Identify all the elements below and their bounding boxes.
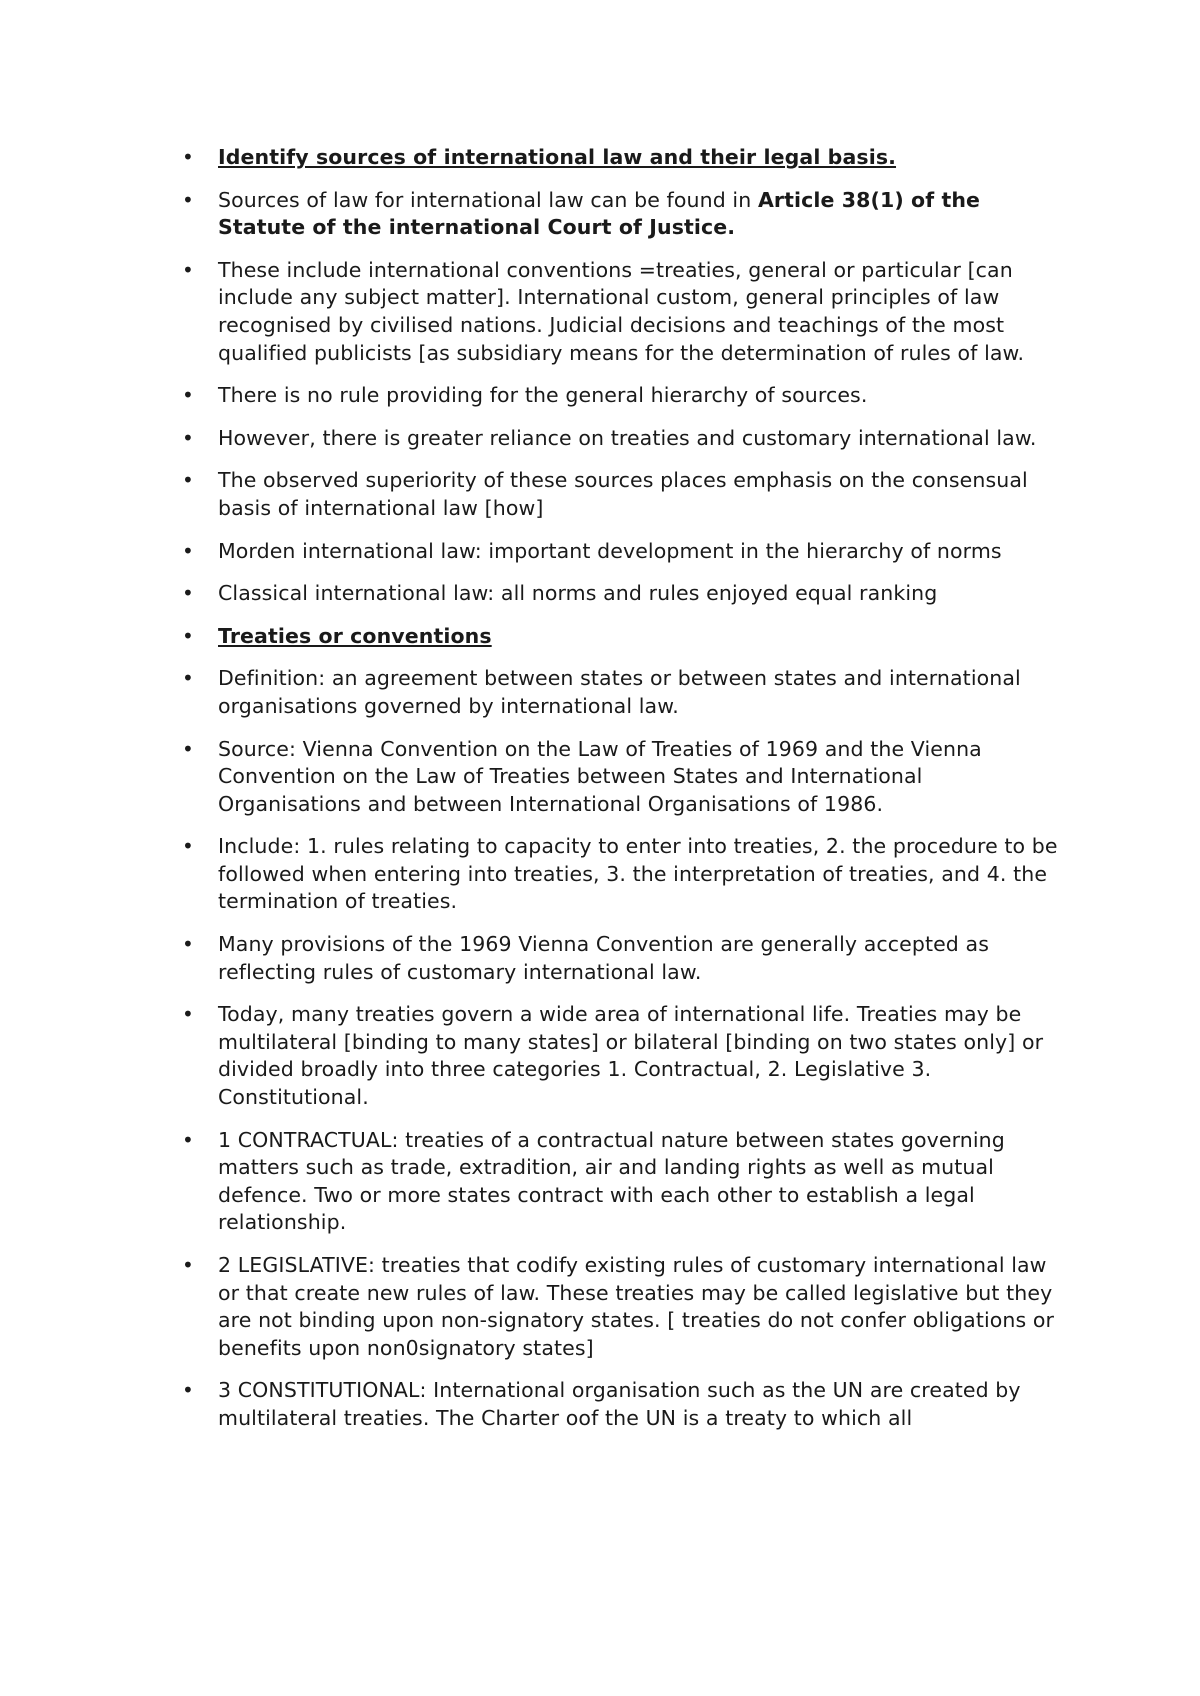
bullet-list [180,144,1060,1448]
list-item [180,665,1060,720]
bullet-icon: • [182,187,194,212]
bullet-icon: • [182,736,194,761]
list-item [180,257,1060,367]
list-item-heading-sources [180,144,1060,172]
bullet-icon: • [182,1378,194,1403]
item-text: Include: 1. rules relating to capacity to enter into treaties, 2. the procedure to be followed when entering into treaties, 3. the interpretation of treaties, and 4. the termination of treaties. [218,834,1058,914]
item-text: Many provisions of the 1969 Vienna Convention are generally accepted as reflecting rules of customary international law. [218,932,989,984]
bullet-icon: • [182,581,194,606]
section-heading: Treaties or conventions [218,623,492,648]
list-item [180,1377,1060,1432]
list-item [180,833,1060,916]
bullet-icon: • [182,425,194,450]
item-text: There is no rule providing for the general hierarchy of sources. [218,383,868,408]
item-text: 3 CONSTITUTIONAL: International organisation such as the UN are created by multilateral treaties. The Charter oof the UN is a treaty to which all [218,1378,1021,1430]
bullet-icon: • [182,834,194,859]
bullet-icon: • [182,538,194,563]
list-item [180,1252,1060,1362]
bullet-icon: • [182,257,194,282]
item-text: Definition: an agreement between states or between states and international organisations governed by international law. [218,666,1021,718]
item-bold-text: Article 38(1) of the Statute of the international Court of Justice. [218,187,981,240]
bullet-icon: • [182,1127,194,1152]
item-text: 1 CONTRACTUAL: treaties of a contractual nature between states governing matters such as trade, extradition, air and landing rights as well as mutual defence. Two or more states contract with each other to establish a legal relationship. [218,1127,1005,1235]
item-text: The observed superiority of these sources places emphasis on the consensual basis of international law [how] [218,468,1028,520]
bullet-icon: • [182,383,194,408]
section-heading: Identify sources of international law and their legal basis. [218,145,897,169]
bullet-icon: • [182,666,194,691]
bullet-icon: • [182,932,194,957]
item-text: Sources of law for international law can be found in [218,187,758,212]
bullet-icon: • [182,1002,194,1027]
list-item [180,1001,1060,1111]
list-item [180,1127,1060,1237]
list-item [180,931,1060,986]
item-text: Classical international law: all norms and rules enjoyed equal ranking [218,581,938,606]
list-item [180,467,1060,522]
bullet-icon: • [182,1253,194,1277]
list-item [180,580,1060,608]
item-text: Morden international law: important development in the hierarchy of norms [218,538,1002,563]
list-item [180,736,1060,819]
item-text: Source: Vienna Convention on the Law of Treaties of 1969 and the Vienna Convention on the Law of Treaties between States and International Organisations and between International Organisations of 1986. [218,736,982,816]
list-item [180,538,1060,566]
item-text: 2 LEGISLATIVE: treaties that codify existing rules of customary international law or that create new rules of law. These treaties may be called legislative but they are not binding upon non-signatory states. [ treaties do not confer obligations or benefits upon non0signatory states] [218,1253,1055,1360]
item-text: These include international conventions =treaties, general or particular [can include any subject matter]. International custom, general principles of law recognised by civilised nations. Judicial decisions and teachings of the most qualified publicists [as subsidiary means for the determination of rules of law. [218,257,1025,365]
list-item-heading-treaties [180,623,1060,651]
list-item [180,187,1060,242]
bullet-icon: • [182,145,194,169]
item-text: Today, many treaties govern a wide area of international life. Treaties may be multilateral [binding to many states] or bilateral [binding on two states only] or divided broadly into three categories 1. Contractual, 2. Legislative 3. Constitutional. [218,1002,1044,1110]
bullet-icon: • [182,468,194,493]
bullet-icon: • [182,623,194,648]
list-item [180,382,1060,410]
list-item [180,425,1060,453]
item-text: However, there is greater reliance on treaties and customary international law. [218,425,1037,450]
